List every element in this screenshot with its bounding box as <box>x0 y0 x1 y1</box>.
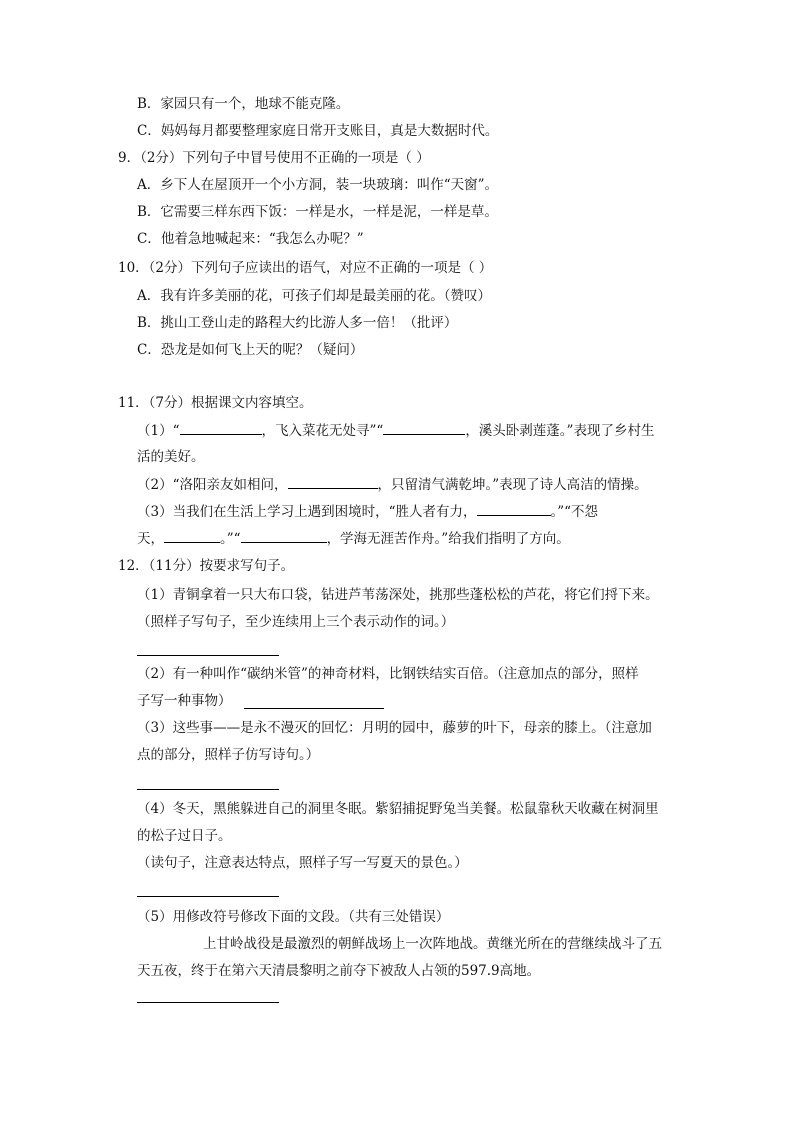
fill-blank[interactable] <box>288 474 378 489</box>
answer-line[interactable] <box>137 1002 279 1003</box>
q11-stem: 11．（7分）根据课文内容填空。 <box>118 395 313 411</box>
fill-blank[interactable] <box>241 528 327 543</box>
q10-option-c: C．恐龙是如何飞上天的呢？（疑问） <box>137 342 364 358</box>
q12-part3: （3）这些事——是永不漫灭的回忆：月明的园中，藤萝的叶下，母亲的膝上。（注意加 <box>137 720 652 736</box>
q9-option-c: C．他着急地喊起来：“我怎么办呢？” <box>137 231 364 247</box>
q8-option-b: B．家园只有一个，地球不能克隆。 <box>137 96 350 112</box>
q11-part3 <box>137 501 598 522</box>
q11-p3-text-b: 。”“不怨 <box>550 504 599 520</box>
q11-part3-cont <box>137 528 570 549</box>
answer-line[interactable] <box>137 789 279 790</box>
fill-blank[interactable] <box>164 528 220 543</box>
q11-part1-cont: 活的美好。 <box>137 449 205 465</box>
q11-part2 <box>137 474 648 495</box>
fill-blank[interactable] <box>477 501 551 516</box>
q10-option-a: A．我有许多美丽的花，可孩子们却是最美丽的花。（赞叹） <box>137 288 491 304</box>
q12-part1: （1）青铜拿着一只大布口袋，钻进芦苇荡深处，挑那些蓬松松的芦花，将它们捋下来。 <box>137 587 659 603</box>
q11-p3-text-a: （3）当我们在生活上学习上遇到困境时，“胜人者有力， <box>137 504 477 520</box>
q12-part5-passage-cont: 天五夜，终于在第六天清晨黎明之前夺下被敌人占领的597.9高地。 <box>137 963 541 979</box>
q10-stem: 10．（2分）下列句子应读出的语气，对应不正确的一项是（ ） <box>118 260 493 276</box>
q10-option-b: B．挑山工登山走的路程大约比游人多一倍！（批评） <box>137 315 458 331</box>
q11-p2-text-b: ，只留清气满乾坤。”表现了诗人高洁的情操。 <box>377 477 648 493</box>
answer-line[interactable] <box>137 896 279 897</box>
q11-p1-text-a: （1）“ <box>137 423 180 439</box>
answer-line[interactable] <box>244 708 384 709</box>
q12-part5-passage: 上甘岭战役是最激烈的朝鲜战场上一次阵地战。黄继光所在的营继续战斗了五 <box>203 936 662 952</box>
q12-stem: 12．（11分）按要求写句子。 <box>118 558 295 574</box>
answer-line[interactable] <box>137 655 279 656</box>
q12-part2: （2）有一种叫作“碳纳米管”的神奇材料，比钢铁结实百倍。（注意加点的部分，照样 <box>137 666 639 682</box>
q11-part1 <box>137 420 654 441</box>
q12-part4-cont: 的松子过日子。 <box>137 828 232 844</box>
q12-part1-instr: （照样子写句子，至少连续用上三个表示动作的词。） <box>137 614 455 630</box>
q9-option-a: A．乡下人在屋顶开一个小方洞，装一块玻璃：叫作“天窗”。 <box>137 177 499 193</box>
q11-p3-text-e: ，学海无涯苦作舟。”给我们指明了方向。 <box>326 531 570 547</box>
fill-blank[interactable] <box>180 420 262 435</box>
q12-part2-cont: 子写一种事物） <box>137 693 232 709</box>
q12-part4-instr: （读句子，注意表达特点，照样子写一写夏天的景色。） <box>137 855 468 871</box>
q11-p3-text-c: 天， <box>137 531 164 547</box>
q8-option-c: C．妈妈每月都要整理家庭日常开支账目，真是大数据时代。 <box>137 123 499 139</box>
q12-part4: （4）冬天，黑熊躲进自己的洞里冬眠。紫貂捕捉野兔当美餐。松鼠靠秋天收藏在树洞里 <box>137 801 659 817</box>
q12-part5: （5）用修改符号修改下面的文段。（共有三处错误） <box>137 909 450 925</box>
q11-p2-text-a: （2）“洛阳亲友如相问， <box>137 477 288 493</box>
q9-option-b: B．它需要三样东西下饭：一样是水，一样是泥，一样是草。 <box>137 204 498 220</box>
fill-blank[interactable] <box>383 420 465 435</box>
q9-stem: 9．（2分）下列句子中冒号使用不正确的一项是（ ） <box>118 150 430 166</box>
q11-p1-text-c: ，溪头卧剥莲蓬。”表现了乡村生 <box>465 423 655 439</box>
q11-p3-text-d: 。”“ <box>220 531 241 547</box>
q12-part3-cont: 点的部分，照样子仿写诗句。） <box>137 747 320 763</box>
q11-p1-text-b: ，飞入菜花无处寻”“ <box>261 423 384 439</box>
